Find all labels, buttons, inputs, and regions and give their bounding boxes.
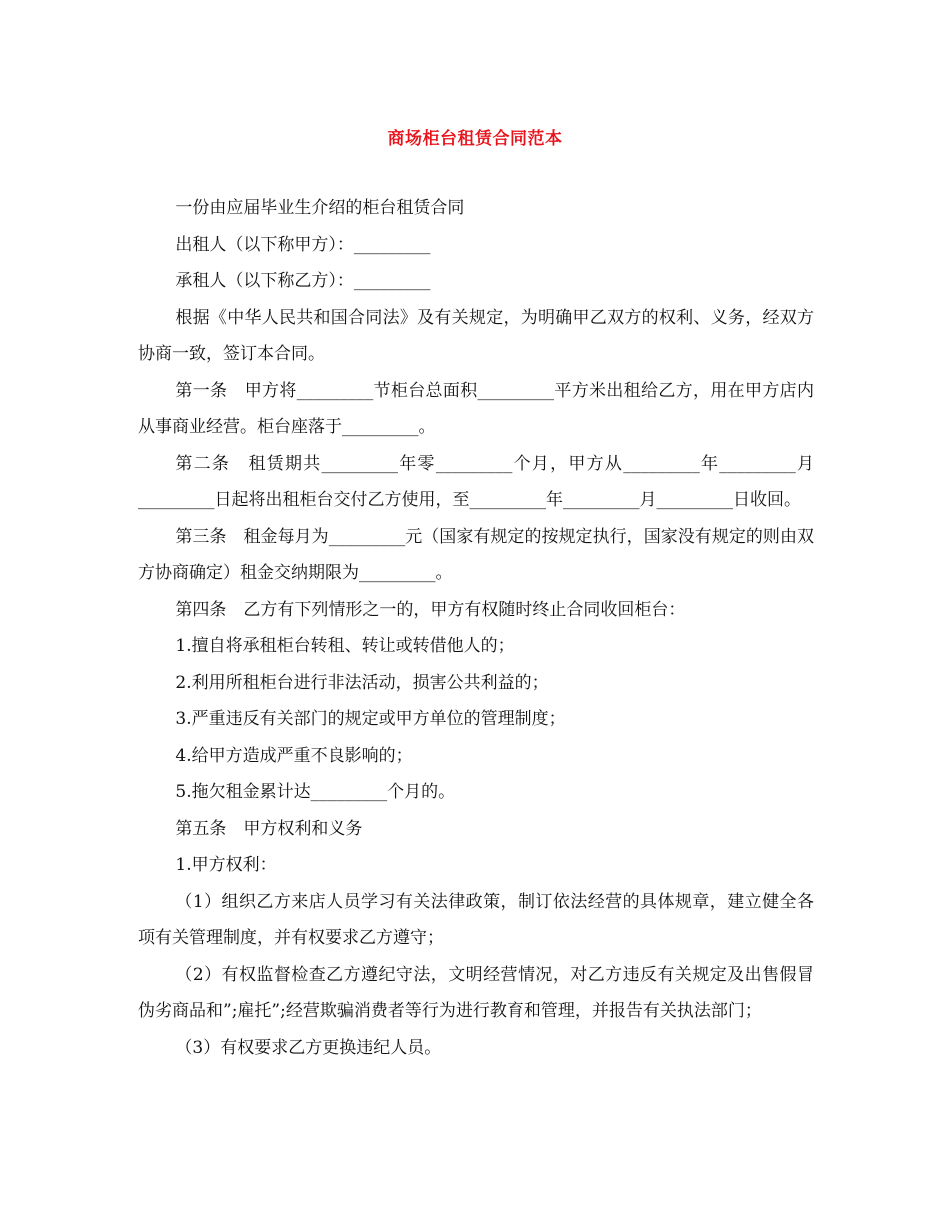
paragraph-article-3: 第三条 租金每月为_________元（国家有规定的按规定执行，国家没有规定的则由双方协商确定）租金交纳期限为_________。 bbox=[138, 526, 814, 583]
paragraph-article-5: 第五条 甲方权利和义务 bbox=[175, 818, 363, 839]
list-item: （2）有权监督检查乙方遵纪守法，文明经营情况，对乙方违反有关规定及出售假冒伪劣商品和”;雇托”;经营欺骗消费者等行为进行教育和管理，并报告有关执法部门； bbox=[138, 964, 814, 1021]
list-item: 2.利用所租柜台进行非法活动，损害公共利益的； bbox=[175, 672, 549, 693]
list-item: 4.给甲方造成严重不良影响的； bbox=[175, 745, 413, 766]
document-body bbox=[138, 190, 814, 1066]
paragraph-party-a-rights: 1.甲方权利： bbox=[175, 855, 277, 875]
paragraph-article-4: 第四条 乙方有下列情形之一的，甲方有权随时终止合同收回柜台： bbox=[175, 599, 686, 620]
list-item: （1）组织乙方来店人员学习有关法律政策，制订依法经营的具体规章，建立健全各项有关管理制度，并有权要求乙方遵守； bbox=[138, 891, 814, 948]
paragraph-article-2: 第二条 租赁期共_________年零_________个月，甲方从_________年_________月_________日起将出租柜台交付乙方使用，至_________年_________月_________日收回。 bbox=[138, 453, 814, 510]
paragraph-lessee: 承租人（以下称乙方）：_________ bbox=[175, 271, 431, 291]
list-item: 3.严重违反有关部门的规定或甲方单位的管理制度； bbox=[175, 709, 566, 729]
paragraph-intro: 一份由应届毕业生介绍的柜台租赁合同 bbox=[175, 198, 465, 218]
paragraph-lessor: 出租人（以下称甲方）：_________ bbox=[175, 234, 431, 255]
paragraph-preamble: 根据《中华人民共和国合同法》及有关规定，为明确甲乙双方的权利、义务，经双方协商一致，签订本合同。 bbox=[138, 307, 814, 364]
list-item: 5.拖欠租金累计达_________个月的。 bbox=[175, 782, 456, 802]
list-item: （3）有权要求乙方更换违纪人员。 bbox=[175, 1037, 442, 1058]
list-item: 1.擅自将承租柜台转租、转让或转借他人的； bbox=[175, 636, 515, 656]
document-title: 商场柜台租赁合同范本 bbox=[387, 129, 563, 149]
paragraph-article-1: 第一条 甲方将_________节柜台总面积_________平方米出租给乙方，用在甲方店内从事商业经营。柜台座落于_________。 bbox=[138, 380, 814, 437]
